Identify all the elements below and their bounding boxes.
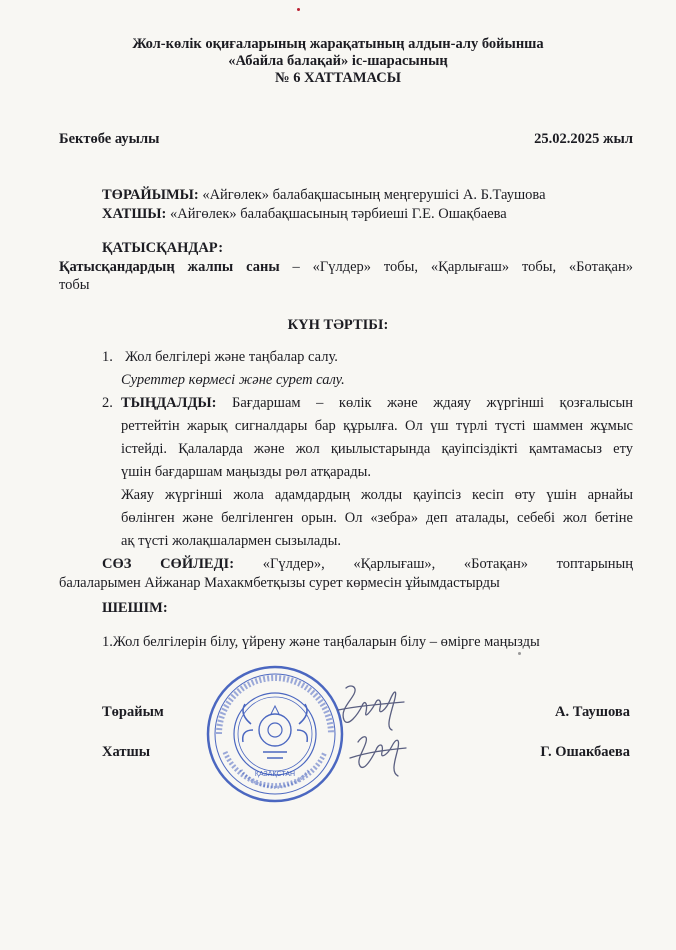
agenda-item-2-line-4: үшін бағдаршам маңызды рөл атқарады. [121, 464, 371, 480]
chair-label: ТӨРАЙЫМЫ: [102, 187, 199, 203]
agenda-item-2-line-7: ақ түсті жолақшалармен сызылады. [121, 533, 342, 549]
official-stamp [205, 664, 345, 804]
agenda-item-2-line-6: бөлінген және белгіленген орын. Ол «зебра» деп аталады, себебі жол бетіне [121, 510, 633, 526]
header-line-2: «Абайла балақай» іс-шарасының [228, 53, 448, 69]
document-header [0, 36, 676, 87]
participants-line-2: тобы [59, 277, 90, 293]
participants-label: Қатысқандардың жалпы саны [59, 259, 280, 275]
agenda-item-2-line-5: Жаяу жүргінші жола адамдардың жолды қауіпсіз кесіп өту үшін арнайы [121, 487, 633, 503]
secretary-role: Хатшы [102, 744, 151, 760]
handwritten-signature [328, 680, 418, 780]
participants-line-1 [59, 258, 633, 276]
chair-line [102, 186, 546, 204]
speech-line-1 [102, 555, 633, 573]
agenda-item-2-line-2: реттейтін жарық сигналдары бар құрылға. Ол үш түрлі түсті шаммен жұмыс [121, 418, 633, 434]
secretary-line [102, 205, 507, 223]
agenda-item-1-number: 1. [102, 349, 113, 365]
participants-heading: ҚАТЫСҚАНДАР: [102, 240, 224, 256]
secretary-label: ХАТШЫ: [102, 206, 167, 222]
heard-label: ТЫҢДАЛДЫ: [121, 395, 217, 411]
agenda-item-1-sub: Суреттер көрмесі және сурет салу. [121, 372, 345, 388]
secretary-name: Г. Ошакбаева [540, 744, 630, 760]
chair-text: «Айгөлек» балабақшасының меңгерушісі А. Б.Таушова [198, 187, 546, 203]
date: 25.02.2025 жыл [534, 131, 633, 147]
svg-text:ҚАЗАҚСТАН: ҚАЗАҚСТАН [254, 771, 296, 778]
place-date-row [59, 131, 633, 148]
agenda-item-2-line-1 [121, 394, 633, 412]
participants-text: – «Гүлдер» тобы, «Қарлығаш» тобы, «Ботақан» [279, 259, 634, 275]
speech-text: «Гүлдер», «Қарлығаш», «Ботақан» топтарының [234, 556, 634, 572]
place: Бектөбе ауылы [59, 131, 160, 147]
ink-speck [518, 652, 521, 655]
decision-text: 1.Жол белгілерін білу, үйрену және таңбаларын білу – өмірге маңызды [102, 634, 540, 650]
heard-text: Бағдаршам – көлік және ждаяу жүргінші қозғалысын [216, 395, 633, 411]
speech-line-2: балаларымен Айжанар Махакмбетқызы сурет көрмесін ұйымдастырды [59, 575, 500, 591]
protocol-number: № 6 ХАТТАМАСЫ [275, 70, 401, 86]
secretary-text: «Айгөлек» балабақшасының тәрбиеші Г.Е. Ошақбаева [166, 206, 507, 222]
speech-label: СӨЗ СӨЙЛЕДІ: [102, 556, 235, 572]
agenda-item-1-title: Жол белгілері және таңбалар салу. [125, 349, 338, 365]
ink-speck [297, 8, 300, 11]
agenda-item-2-number: 2. [102, 395, 113, 411]
chair-name: А. Таушова [554, 704, 630, 720]
agenda-item-2-line-3: істейді. Қалаларда және жол қиылыстарында қауіпсіздікті қамтамасыз ету [121, 441, 633, 457]
header-line-1: Жол-көлік оқиғаларының жарақатының алдын-алу бойынша [132, 36, 544, 52]
decision-heading: ШЕШІМ: [102, 600, 168, 616]
agenda-heading: КҮН ТӘРТІБІ: [287, 317, 389, 333]
chair-role: Төрайым [102, 704, 164, 720]
